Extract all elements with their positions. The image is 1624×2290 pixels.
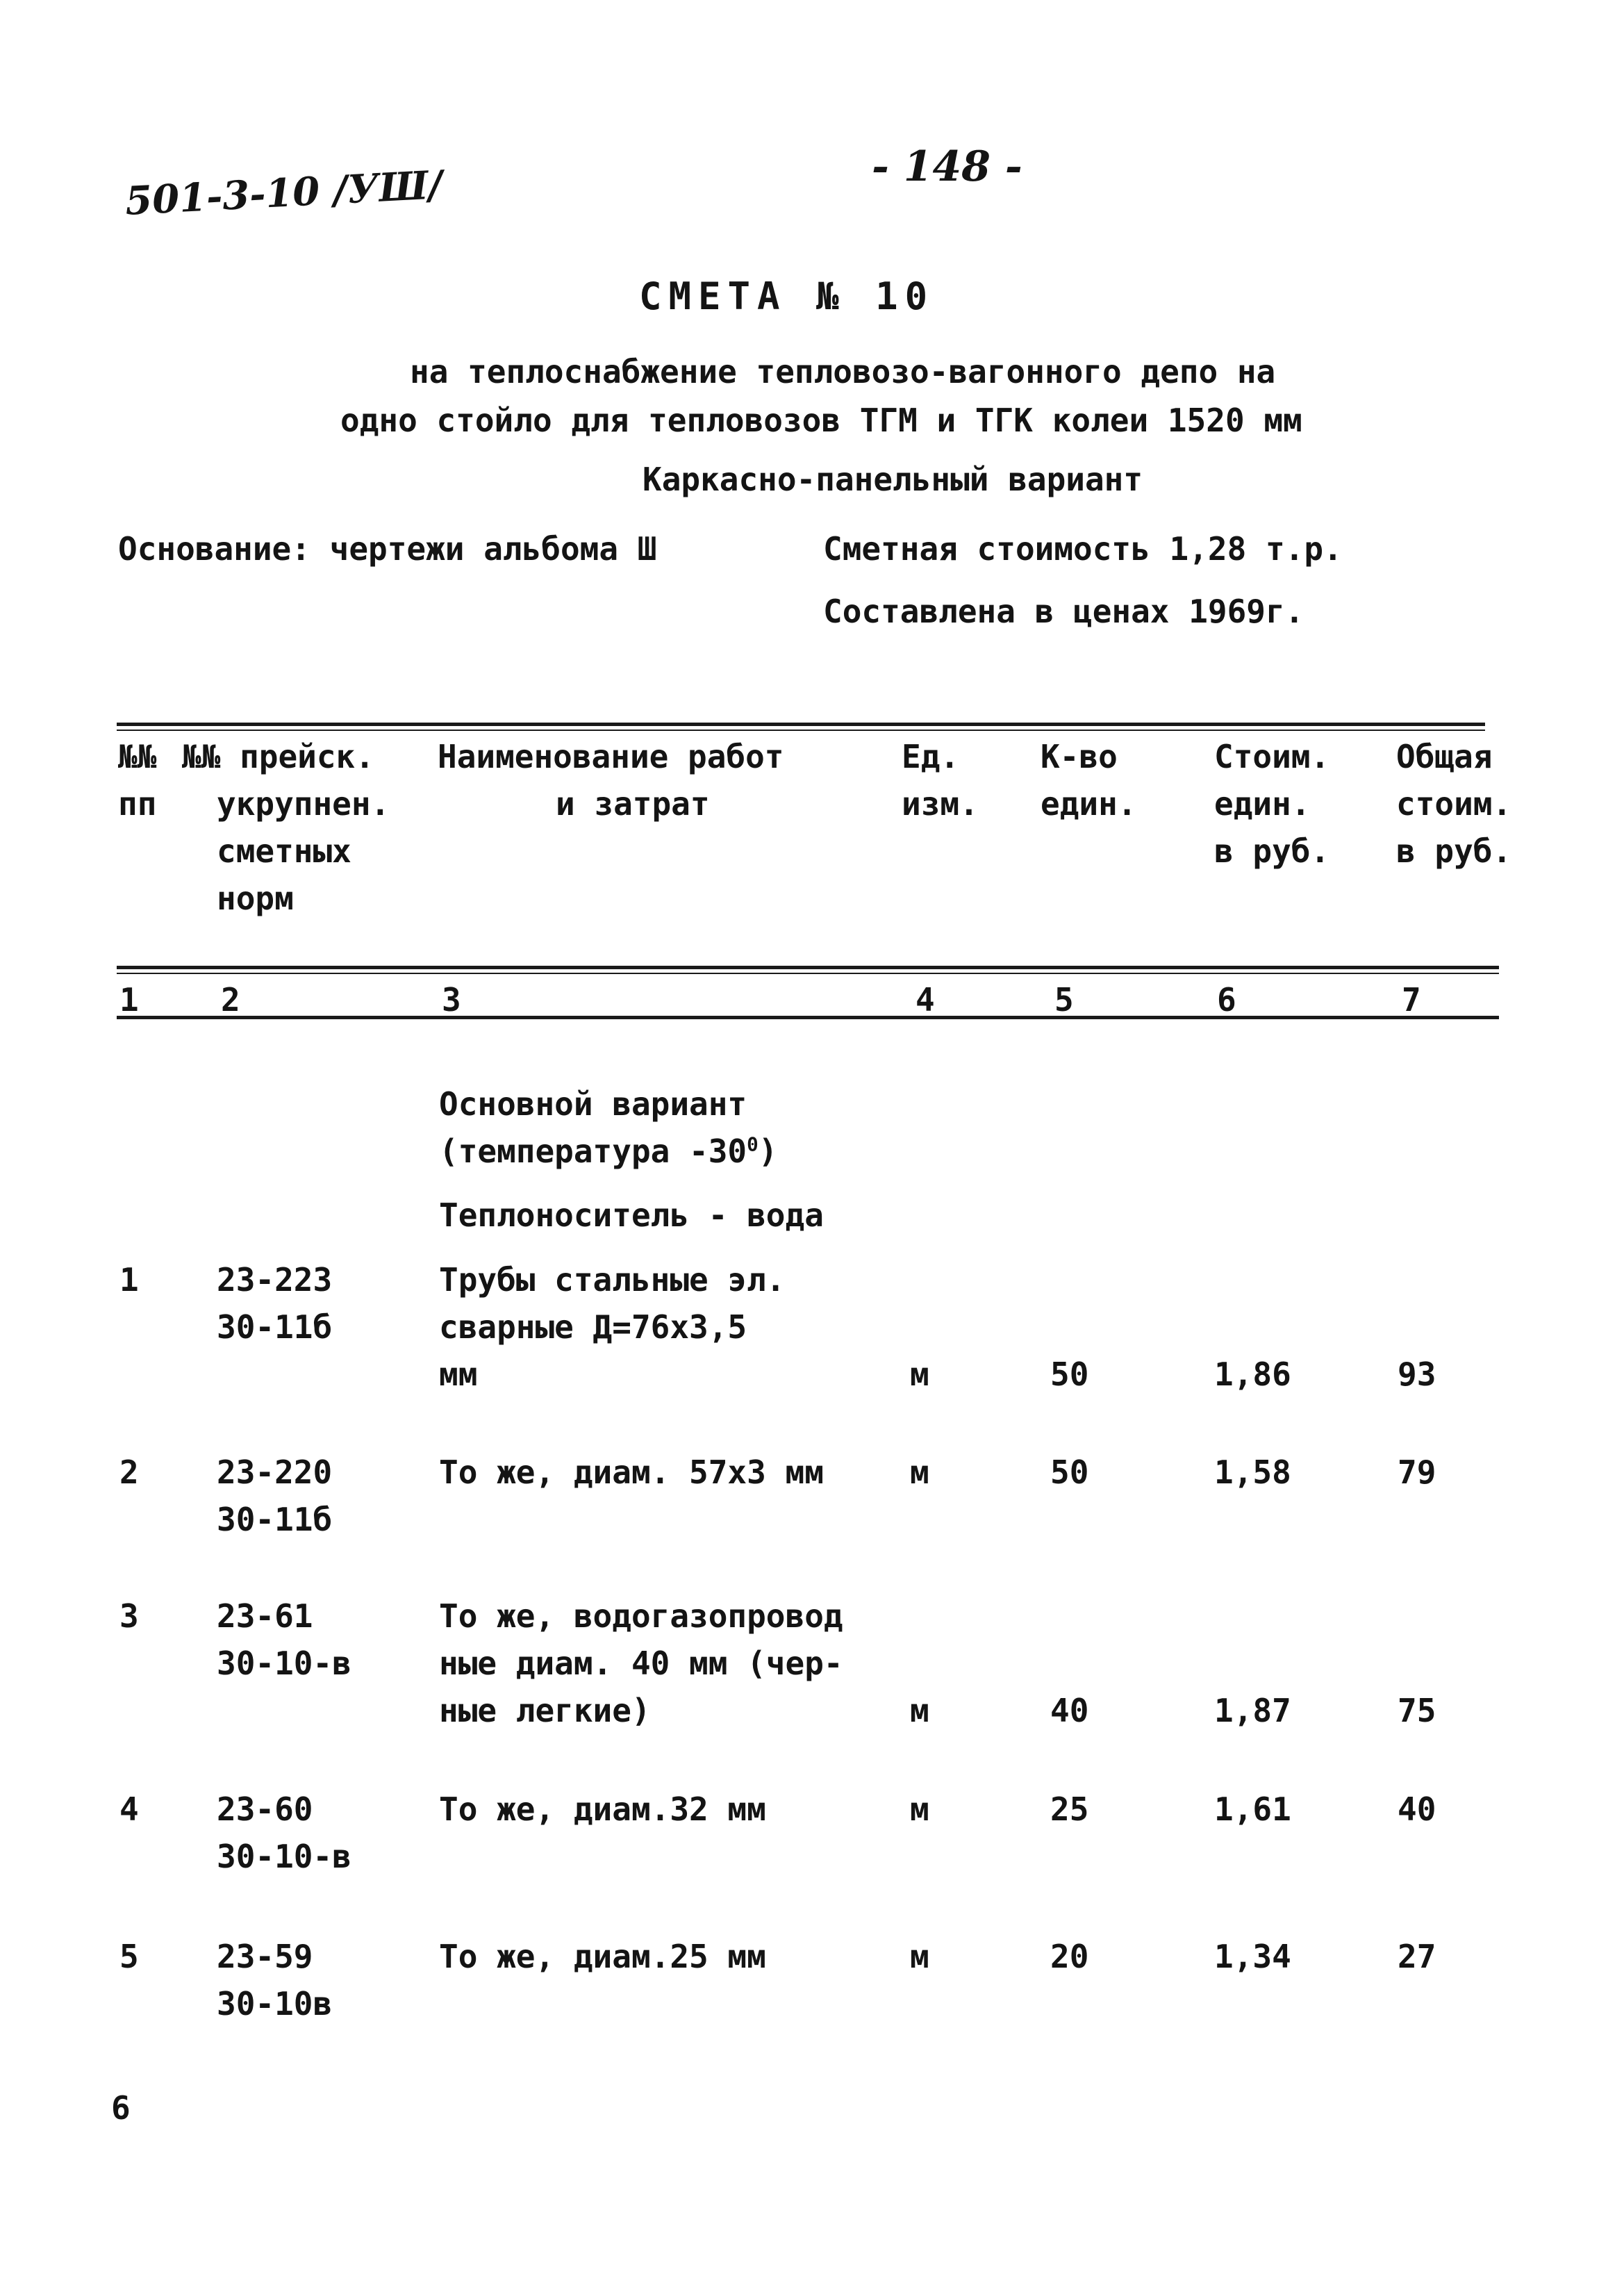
- row-unit: м: [910, 1356, 929, 1393]
- row-total: 93: [1398, 1356, 1436, 1393]
- page-number: - 148 -: [872, 142, 1022, 191]
- document-subtitle-line2: одно стойло для тепловозов ТГМ и ТГК колеи 1520 мм: [340, 402, 1302, 439]
- row-unit-price: 1,87: [1214, 1692, 1291, 1729]
- row-name: То же, диам.25 мм: [439, 1938, 766, 1975]
- header-col-5: К-во един.: [1041, 738, 1137, 823]
- basis-text: Основание: чертежи альбома Ш: [118, 530, 657, 568]
- row-unit-price: 1,61: [1214, 1790, 1291, 1828]
- row-qty: 20: [1050, 1938, 1089, 1975]
- sheet-mark: 6: [111, 2089, 131, 2127]
- row-codes: 23-61 30-10-в: [217, 1597, 351, 1682]
- row-total: 40: [1398, 1790, 1436, 1828]
- row-qty: 50: [1050, 1356, 1089, 1393]
- column-number: 1: [119, 981, 139, 1019]
- row-unit: м: [910, 1790, 929, 1828]
- column-number: 7: [1402, 981, 1421, 1019]
- section-subtitle: Теплоноситель - вода: [439, 1196, 824, 1234]
- row-name: То же, диам. 57х3 мм: [439, 1453, 824, 1491]
- row-number: 2: [119, 1453, 139, 1491]
- header-bottom-rule-thin: [117, 973, 1499, 974]
- estimated-cost: Сметная стоимость 1,28 т.р.: [823, 530, 1343, 568]
- row-qty: 40: [1050, 1692, 1089, 1729]
- row-number: 1: [119, 1261, 139, 1299]
- row-codes: 23-223 30-11б: [217, 1261, 333, 1346]
- row-qty: 50: [1050, 1453, 1089, 1491]
- row-unit-price: 1,58: [1214, 1453, 1291, 1491]
- column-number: 4: [915, 981, 935, 1019]
- header-col-3: Наименование работ и затрат: [438, 738, 784, 823]
- row-codes: 23-60 30-10-в: [217, 1790, 351, 1875]
- row-qty: 25: [1050, 1790, 1089, 1828]
- row-unit-price: 1,34: [1214, 1938, 1291, 1975]
- row-name: Трубы стальные эл. сварные Д=76х3,5 мм: [439, 1261, 786, 1393]
- column-number-rule: [117, 1016, 1499, 1019]
- prices-year: Составлена в ценах 1969г.: [823, 593, 1304, 630]
- row-total: 75: [1398, 1692, 1436, 1729]
- section-title: Основной вариант (температура $-30^0$): [439, 1085, 778, 1170]
- column-number: 3: [442, 981, 461, 1019]
- album-code: 501-3-10 /УШ/: [124, 162, 444, 224]
- header-col-6: Стоим. един. в руб.: [1214, 738, 1330, 870]
- row-number: 3: [119, 1597, 139, 1635]
- column-number: 5: [1054, 981, 1074, 1019]
- row-unit-price: 1,86: [1214, 1356, 1291, 1393]
- variant-title: Каркасно-панельный вариант: [643, 461, 1143, 498]
- column-number: 6: [1217, 981, 1236, 1019]
- row-total: 79: [1398, 1453, 1436, 1491]
- document-subtitle-line1: на теплоснабжение тепловозо-вагонного депо на: [410, 353, 1276, 390]
- row-codes: 23-220 30-11б: [217, 1453, 333, 1538]
- row-unit: м: [910, 1692, 929, 1729]
- row-codes: 23-59 30-10в: [217, 1938, 333, 2023]
- header-col-1: №№ пп: [118, 738, 157, 823]
- header-bottom-rule: [117, 966, 1499, 969]
- row-unit: м: [910, 1453, 929, 1491]
- row-number: 4: [119, 1790, 139, 1828]
- row-name: То же, водогазопровод ные диам. 40 мм (чер- ные легкие): [439, 1597, 843, 1729]
- document-title: СМЕТА № 10: [639, 274, 935, 318]
- header-col-7: Общая стоим. в руб.: [1396, 738, 1512, 870]
- column-number: 2: [221, 981, 240, 1019]
- row-total: 27: [1398, 1938, 1436, 1975]
- header-col-4: Ед. изм.: [902, 738, 979, 823]
- row-unit: м: [910, 1938, 929, 1975]
- header-col-2: №№ прейск. укрупнен. сметных норм: [182, 738, 390, 917]
- table-top-rule: [117, 723, 1485, 726]
- row-number: 5: [119, 1938, 139, 1975]
- table-top-rule-thin: [117, 730, 1485, 731]
- row-name: То же, диам.32 мм: [439, 1790, 766, 1828]
